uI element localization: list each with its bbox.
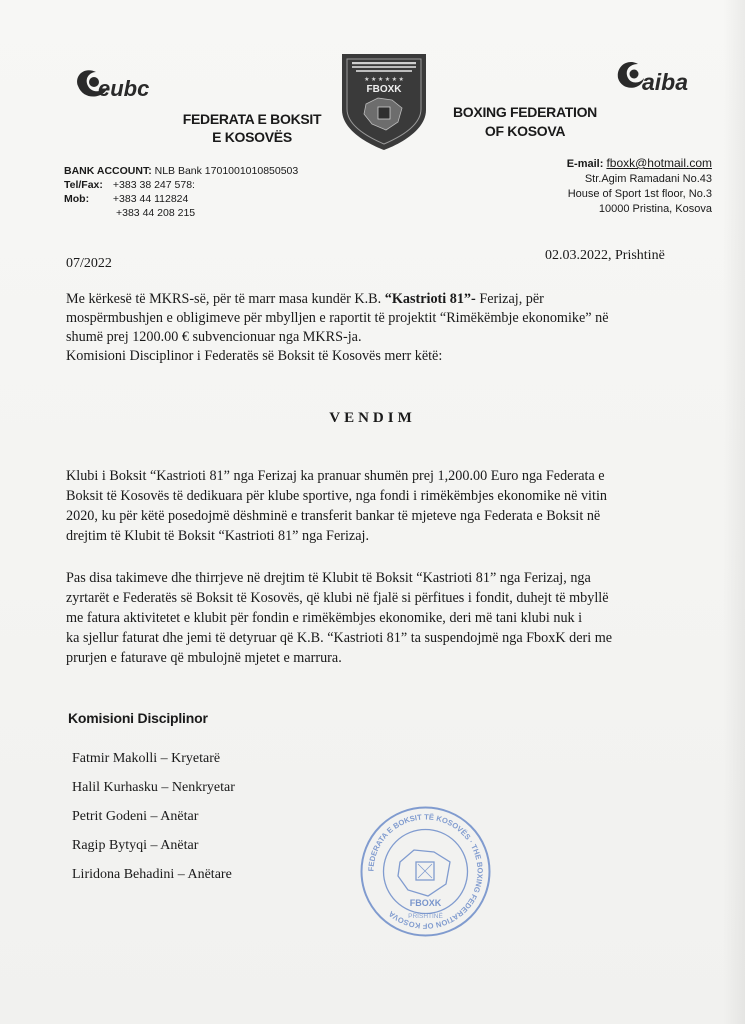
intro-line-1c: Ferizaj, për <box>475 291 544 307</box>
contact-block-left <box>64 164 354 220</box>
member-item: Liridona Behadini – Anëtare <box>72 867 232 882</box>
mob-label: Mob: <box>64 193 90 205</box>
paragraph-2-line: ka sjellur faturat dhe jemi të detyruar që K.B. “Kastrioti 81” ta suspendojmë nga FboxK deri me <box>66 630 613 646</box>
member-item: Petrit Godeni – Anëtar <box>72 809 199 824</box>
svg-text:FBOXK: FBOXK <box>366 84 402 95</box>
federation-name-al <box>182 110 322 146</box>
eubc-logo <box>70 58 170 108</box>
federation-name-en <box>450 103 600 141</box>
mob-value-1: +383 44 112824 <box>112 193 189 205</box>
fboxk-crest <box>338 52 430 152</box>
paragraph-1-line: Klubi i Boksit “Kastrioti 81” nga Ferizaj ka pranuar shumën prej 1,200.00 Euro nga Federata e <box>66 468 605 484</box>
paragraph-2-line: Pas disa takimeve dhe thirrjeve në drejtim të Klubit të Boksit “Kastrioti 81” nga Ferizaj, nga <box>66 570 591 586</box>
paragraph-1-line: 2020, ku për këtë posedojmë dëshminë e transferit bankar të mjeteve nga Federata e Boksit në <box>66 508 601 524</box>
committee-members <box>72 744 235 889</box>
tel-label: Tel/Fax: <box>64 179 103 191</box>
aiba-logo <box>612 52 712 102</box>
reference-number: 07/2022 <box>66 256 112 271</box>
address-line-1: Str.Agim Ramadani No.43 <box>584 173 712 185</box>
page-edge-shadow <box>723 0 745 1024</box>
intro-line-1a: Me kërkesë të MKRS-së, për të marr masa kundër K.B. <box>66 291 382 307</box>
bank-value: NLB Bank 1701001010850503 <box>154 165 299 177</box>
document-date: 02.03.2022, Prishtinë <box>545 248 665 263</box>
paragraph-2-line: prurjen e faturave që mbulojnë mjetet e marrura. <box>66 650 342 666</box>
svg-text:★ ★ ★ ★ ★ ★: ★ ★ ★ ★ ★ ★ <box>364 77 404 83</box>
official-stamp <box>358 804 493 939</box>
svg-text:PRISHTINË: PRISHTINË <box>408 913 443 920</box>
member-item: Halil Kurhasku – Nenkryetar <box>72 780 235 795</box>
committee-title: Komisioni Disciplinor <box>68 710 208 726</box>
paragraph-1 <box>66 466 721 546</box>
member-item: Fatmir Makolli – Kryetarë <box>72 751 221 766</box>
svg-text:aiba: aiba <box>642 69 689 95</box>
address-line-3: 10000 Pristina, Kosova <box>598 203 712 215</box>
svg-text:eubc: eubc <box>98 76 150 101</box>
intro-line-2: mospërmbushjen e obligimeve për mbylljen e raportit të projektit “Rimëkëmbje ekonomike” në <box>66 310 609 326</box>
federation-al-line-1: FEDERATA E BOKSIT <box>182 111 322 127</box>
intro-line-4: Komisioni Disciplinor i Federatës së Boksit të Kosovës merr këtë: <box>66 348 443 364</box>
federation-en-line-2: OF KOSOVA <box>484 123 566 139</box>
email-link[interactable]: fboxk@hotmail.com <box>606 156 712 170</box>
paragraph-2-line: me fatura aktivitetet e klubit për fondin e rimëkëmbjes ekonomike, deri më tani klubi nuk i <box>66 610 583 626</box>
tel-value: +383 38 247 578: <box>112 179 195 191</box>
federation-en-line-1: BOXING FEDERATION <box>453 104 597 120</box>
address-line-2: House of Sport 1st floor, No.3 <box>567 188 712 200</box>
paragraph-1-line: drejtim të Klubit të Boksit “Kastrioti 81” nga Ferizaj. <box>66 528 369 544</box>
contact-block-right <box>500 156 712 217</box>
email-label: E-mail: <box>566 158 604 170</box>
federation-al-line-2: E KOSOVËS <box>212 129 292 145</box>
paragraph-2 <box>66 568 721 668</box>
svg-text:FBOXK: FBOXK <box>409 898 442 908</box>
mob-value-2: +383 44 208 215 <box>116 207 196 219</box>
member-item: Ragip Bytyqi – Anëtar <box>72 838 199 853</box>
paragraph-2-line: zyrtarët e Federatës së Boksit të Kosovës, që klubi në fjalë si përfitues i fondit, duhejt të mbyllë <box>66 590 609 606</box>
intro-line-3: shumë prej 1200.00 € subvencionuar nga MKRS-ja. <box>66 329 362 345</box>
decision-title: VENDIM <box>329 410 416 426</box>
intro-paragraph <box>66 290 716 366</box>
paragraph-1-line: Boksit të Kosovës të dedikuara për klube sportive, nga fondi i rimëkëmbjes ekonomike në vitin <box>66 488 607 504</box>
bank-label: BANK ACCOUNT: <box>64 165 152 177</box>
club-name-bold: “Kastrioti 81”- <box>384 291 476 307</box>
svg-text:FEDERATA E BOKSIT TË KOSOVËS ·: FEDERATA E BOKSIT TË KOSOVËS · THE BOXING FEDERATION OF KOSOVA <box>366 812 485 931</box>
